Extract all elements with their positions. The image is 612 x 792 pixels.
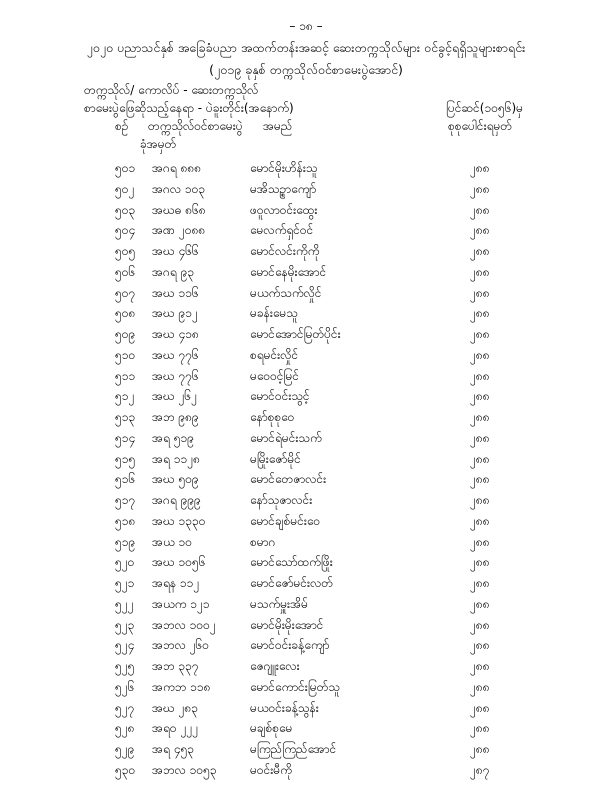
roll-number: အယက ၁၂၁ xyxy=(152,596,210,611)
roll-number: အဃ ၂၈၃ xyxy=(152,700,199,715)
document-title: ၂၀၂၀ ပညာသင်နှစ် အခြေခံပညာ အထက်တန်းအဆင့် ဆေးတက္ကသိုလ်များ ဝင်ခွင့်ရရှိသူများစာရင်း xyxy=(86,40,526,55)
total-marks: ၂၈၈ xyxy=(470,202,490,217)
row-number: ၅၁၆ xyxy=(115,472,136,487)
student-name: မောင်လင်းကိုကို xyxy=(250,244,320,258)
roll-number: အဘလ ၁၀၅၃ xyxy=(152,762,217,777)
table-row xyxy=(0,388,612,409)
row-number: ၅၁၂ xyxy=(115,389,135,404)
student-name: ဖဝူလာဝင်းထွေး xyxy=(250,202,318,217)
table-row xyxy=(0,554,612,575)
student-name: မယဝင်းခန့်သွန်း xyxy=(250,700,319,715)
column-header-roll: တက္ကသိုလ်ဝင်စာမေးပွဲ xyxy=(148,119,243,133)
total-marks: ၂၈၈ xyxy=(470,659,490,673)
row-number: ၅၁၈ xyxy=(115,513,136,528)
total-marks: ၂၈၈ xyxy=(470,264,490,279)
roll-number: အရ၀ ၂၂၂ xyxy=(152,721,199,736)
roll-number: အဃ ၅၀၉ xyxy=(152,472,199,487)
total-marks: ၂၈၈ xyxy=(470,161,490,175)
table-row xyxy=(0,700,612,721)
table-row xyxy=(0,285,612,306)
student-name: မောင်သော်ထက်ဖြိုး xyxy=(250,555,333,570)
roll-number: အဃ ၇၇၆ xyxy=(152,347,199,362)
total-marks: ၂၈၈ xyxy=(470,700,490,715)
student-name: မဝေဝင့်မြင် xyxy=(250,368,300,383)
roll-number: အဃ ၇၇၆ xyxy=(152,368,199,383)
total-marks: ၂၈၈ xyxy=(470,285,490,300)
total-marks: ၂၈၈ xyxy=(470,410,490,424)
row-number: ၅၁၀ xyxy=(115,347,136,362)
roll-number: အဃ ၄၆၆ xyxy=(152,244,199,258)
row-number: ၅၀၉ xyxy=(115,327,136,341)
roll-number: အယ ၁၀ xyxy=(152,534,192,549)
roll-number: အဂရ ၉၉၉ xyxy=(152,493,201,507)
results-table xyxy=(0,160,612,783)
student-name: မမြိုးဇော်မိုင် xyxy=(250,451,301,466)
roll-number: အဃ ၂၆၂ xyxy=(152,389,198,404)
page-number: – ၁၈ – xyxy=(289,19,323,33)
student-name: မအိသဥ္စာကျော် xyxy=(250,181,317,196)
university-line: တက္ကသိုလ်/ ကောလိပ် - ဆေးတက္ကသိုလ် xyxy=(84,83,259,97)
roll-number: အဘ ၃၃၇ xyxy=(152,659,199,673)
student-name: မောင်မိုးမိုးအောင် xyxy=(250,617,324,632)
row-number: ၅၀၂ xyxy=(115,181,135,196)
column-header-name: အမည် xyxy=(263,119,293,133)
student-name: မောင်အောင်မြတ်ပိုင်း xyxy=(250,327,341,341)
roll-number: အဃဓ ၈၆၈ xyxy=(152,202,206,217)
table-row xyxy=(0,264,612,285)
row-number: ၅၂၄ xyxy=(115,638,135,653)
table-row xyxy=(0,222,612,243)
roll-number: အရ ၄၅၃ xyxy=(152,742,194,756)
column-header-no: စဉ် xyxy=(115,119,129,133)
row-number: ၅၀၄ xyxy=(115,223,136,238)
roll-number: အရ ၁၁၂၈ xyxy=(152,451,200,466)
table-row xyxy=(0,492,612,513)
table-row xyxy=(0,451,612,472)
row-number: ၅၂၃ xyxy=(115,617,135,632)
row-number: ၅၂၉ xyxy=(115,742,135,756)
row-number: ၅၂၅ xyxy=(115,659,135,673)
table-row xyxy=(0,575,612,596)
total-marks: ၂၈၈ xyxy=(470,430,490,445)
roll-number: အဘ ၉၈၉ xyxy=(152,410,199,424)
row-number: ၅၀၃ xyxy=(115,202,136,217)
table-row xyxy=(0,513,612,534)
table-row xyxy=(0,243,612,264)
table-row xyxy=(0,471,612,492)
row-number: ၅၂၇ xyxy=(115,700,135,715)
table-row xyxy=(0,368,612,389)
table-row xyxy=(0,430,612,451)
student-name: မချစ်စုမေ xyxy=(250,721,293,736)
table-row xyxy=(0,347,612,368)
roll-number: အဂရ ၈၈၈ xyxy=(152,161,202,175)
row-number: ၅၀၇ xyxy=(115,285,136,300)
table-row xyxy=(0,658,612,679)
total-marks: ၂၈၈ xyxy=(470,223,490,238)
row-number: ၅၁၉ xyxy=(115,534,136,549)
student-name: မောင်ဝင်းသွင့် xyxy=(250,389,310,404)
student-name: မောင်မိုးဟိန်းသူ xyxy=(250,161,318,175)
total-marks: ၂၈၈ xyxy=(470,638,490,653)
student-name: စရမင်းလှိုင် xyxy=(250,347,299,362)
roll-number: အဘလ ၁၀၀၂ xyxy=(152,617,216,632)
table-row xyxy=(0,679,612,700)
row-number: ၅၃၀ xyxy=(115,762,136,777)
table-row xyxy=(0,305,612,326)
roll-number: အဃ ၉၁၂ xyxy=(152,306,198,321)
table-row xyxy=(0,202,612,223)
student-name: နော်စုစုဝေ xyxy=(250,410,295,424)
total-marks: ၂၈၈ xyxy=(470,181,490,196)
row-number: ၅၁၁ xyxy=(115,368,136,383)
row-number: ၅၀၅ xyxy=(115,244,136,258)
student-name: ဇေဂျူးလေး xyxy=(250,659,300,673)
roll-number: အရန ၁၁၂ xyxy=(152,576,200,590)
roll-number: အဃ ၁၀၅၆ xyxy=(152,555,206,570)
total-marks: ၂၈၈ xyxy=(470,306,490,321)
student-name: နော်သုဇာလင်း xyxy=(250,493,313,507)
total-marks: ၂၈၈ xyxy=(470,617,490,632)
roll-number: အရ ၅၁၉ xyxy=(152,430,194,445)
total-marks: ၂၈၈ xyxy=(470,389,490,404)
roll-number: အဂရ ၉၃ xyxy=(152,264,195,279)
table-row xyxy=(0,720,612,741)
column-header-marks: စုစုပေါင်းရမှတ် xyxy=(448,119,513,133)
total-marks: ၂၈၈ xyxy=(470,596,490,611)
student-name: မောင်ဝင်းခန့်ကျော် xyxy=(250,638,330,653)
total-marks: ၂၈၈ xyxy=(470,534,490,549)
table-row xyxy=(0,762,612,783)
table-row xyxy=(0,160,612,181)
roll-number: အဘလ ၂၆၀ xyxy=(152,638,210,653)
student-name: မောင်ကောင်းမြတ်သူ xyxy=(250,679,341,694)
student-name: မောင်ချစ်မင်းဝေ xyxy=(250,513,321,528)
table-row xyxy=(0,409,612,430)
student-name: မေလက်ရှင်ဝင် xyxy=(250,223,314,238)
row-number: ၅၂၂ xyxy=(115,596,134,611)
total-marks: ၂၈၈ xyxy=(470,742,490,756)
row-number: ၅၀၈ xyxy=(115,306,136,321)
marks-header-note: ပြင်ဆင်(၁၀၅၆)မှ xyxy=(446,101,523,115)
roll-number: အဏ ၂၀၈၈ xyxy=(152,223,206,238)
total-marks: ၂၈၈ xyxy=(470,721,490,736)
roll-number: အဃ ၄၁၈ xyxy=(152,327,199,341)
row-number: ၅၀၆ xyxy=(115,264,136,279)
total-marks: ၂၈၈ xyxy=(470,555,490,570)
student-name: မဝင်းမီကို xyxy=(250,762,292,777)
table-row xyxy=(0,637,612,658)
student-name: မောင်ဇော်မင်းလတ် xyxy=(250,576,334,590)
roll-number: အဃ ၁၁၆ xyxy=(152,285,199,300)
student-name: မယက်သက်လှိုင် xyxy=(250,285,322,300)
total-marks: ၂၈၈ xyxy=(470,513,490,528)
student-name: မောင်တေဇာလင်း xyxy=(250,472,327,487)
table-row xyxy=(0,596,612,617)
row-number: ၅၁၃ xyxy=(115,410,136,424)
document-subtitle: (၂၀၁၉ ခုနှစ် တက္ကသိုလ်ဝင်စာမေးပွဲအောင်) xyxy=(209,62,403,77)
row-number: ၅၂၈ xyxy=(115,721,135,736)
student-name: မသက်မှူးအိမ် xyxy=(250,596,308,611)
total-marks: ၂၈၈ xyxy=(470,451,490,466)
student-name: မကြည်ကြည်အောင် xyxy=(250,742,337,756)
total-marks: ၂၈၈ xyxy=(470,244,490,258)
row-number: ၅၁၇ xyxy=(115,493,136,507)
table-row xyxy=(0,181,612,202)
total-marks: ၂၈၈ xyxy=(470,493,490,507)
student-name: မောင်ရဲမင်းသက် xyxy=(250,430,322,445)
total-marks: ၂၈၈ xyxy=(470,327,490,341)
total-marks: ၂၈၈ xyxy=(470,472,490,487)
table-row xyxy=(0,617,612,638)
row-number: ၅၂၀ xyxy=(115,555,135,570)
table-row xyxy=(0,326,612,347)
exam-region-line: စာမေးပွဲဖြေဆိုသည့်နေရာ - ပဲခူးတိုင်း(အနောက်) xyxy=(84,101,294,115)
row-number: ၅၀၁ xyxy=(115,161,136,175)
roll-number: အဃ ၁၃၃၀ xyxy=(152,513,206,528)
row-number: ၅၁၅ xyxy=(115,451,136,466)
row-number: ၅၁၄ xyxy=(115,430,136,445)
total-marks: ၂၈၈ xyxy=(470,679,490,694)
student-name: မောင်နေမိုးအောင် xyxy=(250,264,327,279)
student-name: စမာဂ xyxy=(250,534,276,549)
total-marks: ၂၈၈ xyxy=(470,576,490,590)
roll-number: အကဘ ၁၁၈ xyxy=(152,679,211,694)
total-marks: ၂၈၈ xyxy=(470,368,490,383)
row-number: ၅၂၆ xyxy=(115,679,135,694)
total-marks: ၂၈၇ xyxy=(470,762,490,777)
student-name: မခန်းမေသူ xyxy=(250,306,298,321)
column-header-roll-sub: ခုံအမှတ် xyxy=(140,137,177,151)
table-row xyxy=(0,534,612,555)
total-marks: ၂၈၈ xyxy=(470,347,490,362)
row-number: ၅၂၁ xyxy=(115,576,135,590)
roll-number: အဂလ ၁၀၃ xyxy=(152,181,206,196)
table-row xyxy=(0,741,612,762)
